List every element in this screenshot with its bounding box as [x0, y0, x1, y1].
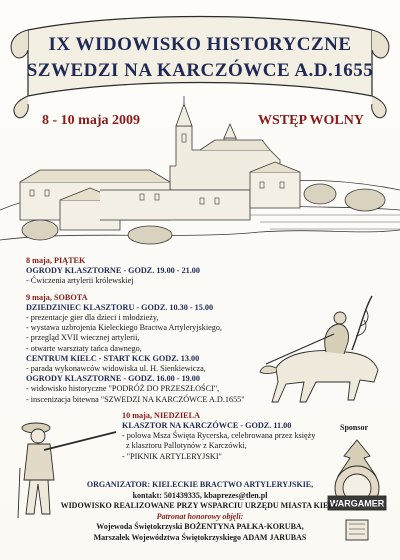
poster-footer: [0, 480, 400, 543]
program-item: - polowa Msza Święta Rycerska, celebrowana przez księży: [122, 431, 316, 441]
venue-line: OGRODY KLASZTORNE - GODZ. 16.00 - 19.00: [26, 374, 200, 384]
organizer-line: ORGANIZATOR: KIELECKIE BRACTWO ARTYLERYJSKIE,: [86, 480, 314, 489]
free-entry-label: WSTĘP WOLNY: [258, 113, 364, 128]
poster-title-line-2: SZWEDZI NA KARCZÓWCE A.D.1655: [26, 60, 374, 81]
poster-title-line-1: IX WIDOWISKO HISTORYCZNE: [48, 34, 352, 55]
program-item: - prezentacje gier dla dzieci i młodzieży,: [26, 313, 159, 323]
day-heading: 10 maja, NIEDZIELA: [122, 410, 201, 420]
patron-line: Wojewoda Świętokrzyski BOŻENTYNA PAŁKA-KORUBA,: [96, 522, 304, 531]
patron-line: Marszałek Województwa Świętokrzyskiego ADAM JARUBAS: [93, 532, 307, 542]
contact-line: kontakt: 501439335, kbaprezes@tlen.pl: [132, 490, 268, 500]
funding-line: WIDOWISKO REALIZOWANE PRZY WSPARCIU URZĘDU MIASTA KIELC: [60, 501, 340, 510]
venue-line: KLASZTOR NA KARCZÓWCE - GODZ. 11.00: [122, 421, 292, 431]
venue-line: DZIEDZINIEC KLASZTORU - GODZ. 10.30 - 15.00: [26, 302, 214, 312]
program-item: - parada wykonawców widowiska ul. H. Sienkiewicza,: [26, 364, 206, 374]
program-item: - inscenizacja bitewna "SZWEDZI NA KARCZÓWCE A.D.1655": [26, 394, 245, 404]
program-item: - otwarte warsztaty tańca dawnego,: [26, 343, 142, 353]
day-heading: 9 maja, SOBOTA: [26, 292, 88, 302]
event-dates: 8 - 10 maja 2009: [42, 113, 140, 128]
svg-text:WARGAMER: WARGAMER: [329, 498, 385, 509]
program-item: - widowisko historyczne "PODRÓŻ DO PRZESZŁOŚCI",: [26, 384, 220, 394]
day-heading: 8 maja, PIĄTEK: [26, 256, 86, 265]
venue-line: CENTRUM KIELC - START KCK GODZ. 13.00: [26, 353, 200, 363]
program-item: - wystawa uzbrojenia Kieleckiego Bractwa Artyleryjskiego,: [26, 323, 222, 333]
program-item: - Ćwiczenia artylerii królewskiej: [26, 276, 134, 286]
patronage-heading: Patronat honorowy objęli:: [156, 511, 244, 521]
venue-line: OGRODY KLASZTORNE - GODZ. 19.00 - 21.00: [26, 266, 200, 276]
winged-hussar-illustration: [256, 290, 396, 420]
program-item: z klasztoru Pallotynów z Karczówki,: [126, 441, 247, 451]
program-item: - "PIKNIK ARTYLERYJSKI": [122, 451, 222, 461]
program-item: - przegląd XVII wiecznej artylerii,: [26, 333, 140, 343]
sponsor-label: Sponsor: [340, 423, 369, 432]
